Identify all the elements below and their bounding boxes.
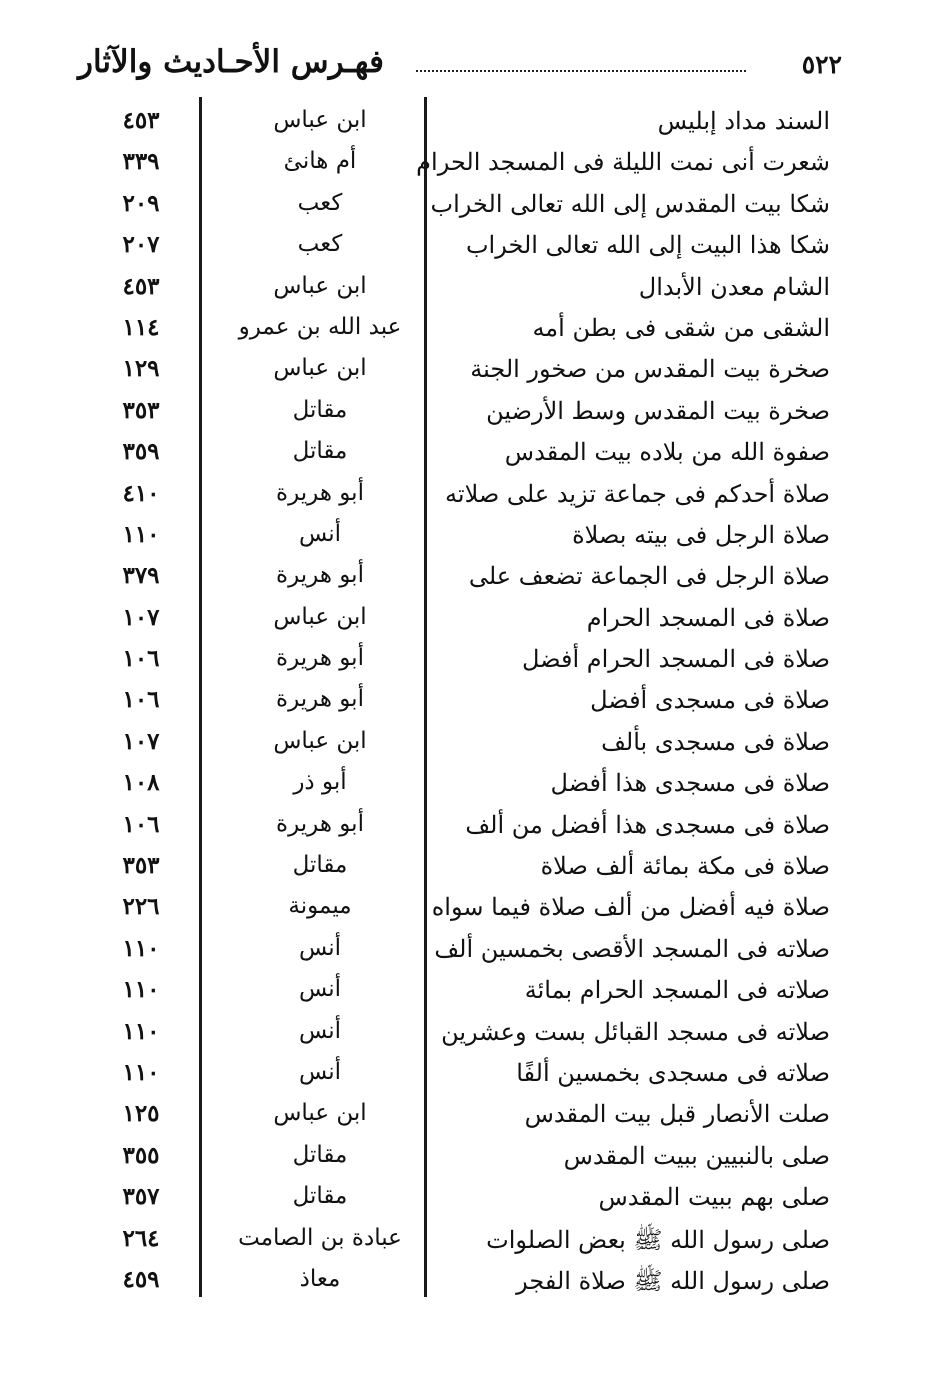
table-row — [80, 1059, 840, 1100]
narrator-name: أبو هريرة — [276, 686, 364, 713]
table-row — [80, 686, 840, 727]
page-reference: ١٠٧ — [122, 727, 160, 755]
hadith-text: صلاة فى مكة بمائة ألف صلاة — [540, 852, 830, 881]
page-reference: ٢٢٦ — [122, 893, 160, 921]
page-reference: ٣٥٩ — [122, 438, 160, 466]
hadith-text: صلاة فى مسجدى أفضل — [590, 686, 830, 715]
table-row — [80, 769, 840, 810]
table-row — [80, 397, 840, 438]
narrator-name: أبو هريرة — [276, 810, 364, 837]
narrator-name: أنس — [298, 1058, 342, 1085]
table-row — [80, 1183, 840, 1224]
narrator-name: ابن عباس — [273, 603, 367, 630]
page-reference: ١٠٦ — [122, 810, 160, 838]
narrator-name: مقاتل — [292, 438, 348, 465]
index-table — [80, 107, 840, 1307]
narrator-name: عبادة بن الصامت — [238, 1224, 402, 1251]
hadith-text: صلاة فى المسجد الحرام — [586, 603, 830, 632]
narrator-name: مقاتل — [292, 1141, 348, 1168]
narrator-name: كعب — [297, 189, 343, 216]
page-reference: ٣٥٥ — [122, 1141, 160, 1169]
hadith-text: شكا هذا البيت إلى الله تعالى الخراب — [465, 231, 830, 260]
narrator-name: ابن عباس — [273, 355, 367, 382]
narrator-name: مقاتل — [292, 1183, 348, 1210]
hadith-text: صلاة فى مسجدى هذا أفضل من ألف — [465, 810, 830, 839]
hadith-text: صلى رسول الله ﷺ صلاة الفجر — [516, 1266, 830, 1295]
page-reference: ١٢٩ — [122, 355, 160, 383]
narrator-name: أنس — [298, 976, 342, 1003]
hadith-text: السند مداد إبليس — [657, 107, 830, 135]
hadith-text: صلاته فى المسجد الحرام بمائة — [524, 976, 830, 1005]
table-row — [80, 190, 840, 231]
page-reference: ٢٠٩ — [122, 189, 160, 217]
narrator-name: أبو هريرة — [276, 479, 364, 506]
page-reference: ٣٥٣ — [122, 396, 160, 424]
page-reference: ٣٥٧ — [122, 1183, 160, 1211]
hadith-text: الشام معدن الأبدال — [638, 272, 830, 301]
table-row — [80, 480, 840, 521]
table-row — [80, 1266, 840, 1307]
table-row — [80, 893, 840, 934]
narrator-name: مقاتل — [292, 396, 348, 423]
narrator-name: معاذ — [299, 1265, 341, 1292]
table-row — [80, 521, 840, 562]
table-row — [80, 976, 840, 1017]
page-reference: ٢٠٧ — [122, 231, 160, 259]
hadith-text: شكا بيت المقدس إلى الله تعالى الخراب — [430, 189, 830, 218]
page-reference: ١١٠ — [122, 1058, 160, 1086]
hadith-text: صلاة أحدكم فى جماعة تزيد على صلاته — [445, 479, 830, 508]
page-reference: ١٠٨ — [122, 769, 160, 797]
narrator-name: كعب — [297, 231, 343, 258]
page-header — [78, 40, 848, 90]
hadith-text: صلاة فى مسجدى هذا أفضل — [550, 769, 830, 798]
table-row — [80, 604, 840, 645]
page-reference: ٣٧٩ — [122, 562, 160, 590]
narrator-name: ابن عباس — [273, 272, 367, 299]
page-reference: ١١٠ — [122, 520, 160, 548]
narrator-name: مقاتل — [292, 852, 348, 879]
page-reference: ٤٥٣ — [122, 107, 160, 134]
hadith-text: صلى بالنبيين ببيت المقدس — [563, 1141, 830, 1170]
narrator-name: أنس — [298, 934, 342, 961]
page-reference: ١١٠ — [122, 934, 160, 962]
header-dotted-leader — [416, 70, 746, 72]
narrator-name: أبو هريرة — [276, 562, 364, 589]
narrator-name: أنس — [298, 1017, 342, 1044]
page-reference: ٢٦٤ — [122, 1224, 160, 1252]
table-row — [80, 107, 840, 148]
table-row — [80, 1142, 840, 1183]
hadith-text: شعرت أنى نمت الليلة فى المسجد الحرام — [416, 148, 830, 177]
page-reference: ١٠٦ — [122, 645, 160, 673]
hadith-text: صلاته فى مسجدى بخمسين ألفًا — [516, 1058, 830, 1087]
narrator-name: ابن عباس — [273, 107, 367, 133]
hadith-text: صلاة فى مسجدى بألف — [601, 727, 830, 756]
narrator-name: أبو ذر — [293, 769, 347, 796]
hadith-text: صلاة فى المسجد الحرام أفضل — [522, 645, 830, 674]
page-reference: ١١٠ — [122, 1017, 160, 1045]
table-row — [80, 148, 840, 189]
narrator-name: ابن عباس — [273, 1100, 367, 1127]
narrator-name: أنس — [298, 520, 342, 547]
table-row — [80, 728, 840, 769]
page-reference: ١١٠ — [122, 976, 160, 1004]
narrator-name: ميمونة — [288, 893, 352, 920]
narrator-name: أبو هريرة — [276, 645, 364, 672]
table-row — [80, 1018, 840, 1059]
hadith-text: الشقى من شقى فى بطن أمه — [532, 313, 830, 342]
page-reference: ١٠٦ — [122, 686, 160, 714]
page-reference: ٤١٠ — [122, 479, 160, 507]
table-row — [80, 562, 840, 603]
hadith-text: صلى بهم ببيت المقدس — [598, 1183, 830, 1212]
hadith-text: صفوة الله من بلاده بيت المقدس — [504, 438, 830, 467]
page-reference: ١١٤ — [122, 313, 160, 341]
table-row — [80, 852, 840, 893]
header-page-number: ٥٢٢ — [801, 50, 842, 79]
hadith-text: صلت الأنصار قبل بيت المقدس — [524, 1100, 830, 1129]
table-row — [80, 1225, 840, 1266]
table-row — [80, 811, 840, 852]
table-row — [80, 438, 840, 479]
table-row — [80, 273, 840, 314]
table-row — [80, 355, 840, 396]
hadith-text: صخرة بيت المقدس وسط الأرضين — [486, 396, 830, 425]
hadith-text: صلاة فيه أفضل من ألف صلاة فيما سواه — [431, 893, 830, 922]
header-title: فهـرس الأحـاديث والآثار — [78, 44, 384, 80]
page-reference: ٤٥٣ — [122, 272, 160, 300]
page-reference: ١٠٧ — [122, 603, 160, 631]
hadith-text: صلاته فى مسجد القبائل بست وعشرين — [441, 1017, 830, 1046]
narrator-name: ابن عباس — [273, 727, 367, 754]
table-row — [80, 645, 840, 686]
page-reference: ٣٥٣ — [122, 852, 160, 880]
narrator-name: أم هانئ — [283, 148, 357, 175]
table-row — [80, 314, 840, 355]
table-row — [80, 935, 840, 976]
table-row — [80, 1100, 840, 1141]
page-reference: ٤٥٩ — [122, 1265, 160, 1293]
hadith-text: صلاة الرجل فى بيته بصلاة — [572, 520, 830, 549]
page-reference: ٣٣٩ — [122, 148, 160, 176]
page-reference: ١٢٥ — [122, 1100, 160, 1128]
hadith-text: صلاته فى المسجد الأقصى بخمسين ألف — [434, 934, 830, 963]
hadith-text: صلى رسول الله ﷺ بعض الصلوات — [486, 1225, 830, 1254]
narrator-name: عبد الله بن عمرو — [238, 313, 402, 340]
hadith-text: صخرة بيت المقدس من صخور الجنة — [470, 355, 830, 384]
hadith-text: صلاة الرجل فى الجماعة تضعف على — [468, 562, 830, 591]
table-row — [80, 231, 840, 272]
